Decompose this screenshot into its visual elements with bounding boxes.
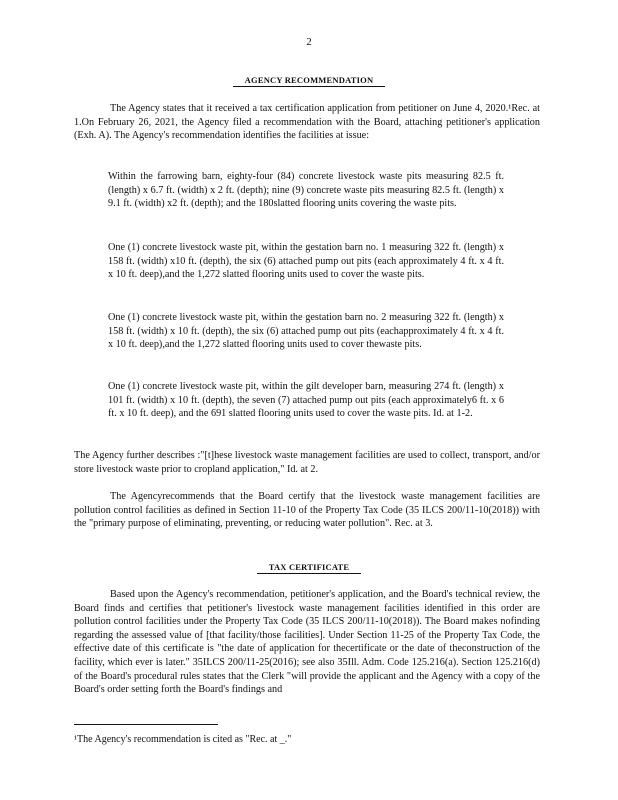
- tax-certificate-paragraph: Based upon the Agency's recommendation, petitioner's application, and the Board's technical review, the Board finds and certifies that petitioner's livestock waste management facilities identified in this order are pollution control facilities under the Property Tax Code (35 ILCS 200/11-10(2018)). The Board makes nofinding regarding the assessed value of [that facility/those facilities]. Under Section 11-25 of the Property Tax Code, the effective date of this certificate is "the date of application for thecertificate or the date of theconstruction of the facility, which ever is later." 35ILCS 200/11-25(2016); see also 35Ill. Adm. Code 125.216(a). Section 125.216(d) of the Board's procedural rules states that the Clerk "will provide the applicant and the Agency with a copy of the Board's order setting forth the Board's findings and: [74, 589, 540, 696]
- further-describes-paragraph: The Agency further describes :"[t]hese livestock waste management facilities are used to collect, transport, and/or store livestock waste prior to cropland application," Id. at 2.: [74, 450, 540, 475]
- intro-paragraph: The Agency states that it received a tax certification application from petitioner on June 4, 2020.¹Rec. at 1.On February 26, 2021, the Agency filed a recommendation with the Board, attaching petitioner's application (Exh. A). The Agency's recommendation identifies the facilities at issue:: [74, 103, 540, 142]
- facility-item-1: Within the farrowing barn, eighty-four (84) concrete livestock waste pits measuring 82.5 ft. (length) x 6.7 ft. (width) x 2 ft. (depth); nine (9) concrete waste pits measuring 82.5 ft. (length) x 9.1 ft. (width) x2 ft. (depth); and the 180slatted flooring units covering the waste pits.: [108, 171, 504, 210]
- facility-item-3: One (1) concrete livestock waste pit, within the gestation barn no. 2 measuring 322 ft. (length) x 158 ft. (width) x 10 ft. (depth), the six (6) attached pump out pits (eachapproximately 4 ft. x 4 ft. x 10 ft. deep),and the 1,272 slatted flooring units used to cover thewaste pits.: [108, 312, 504, 351]
- facility-item-2: One (1) concrete livestock waste pit, within the gestation barn no. 1 measuring 322 ft. (length) x 158 ft. (width) x10 ft. (depth), the six (6) attached pump out pits (each approximately 4 ft. x 4 ft. x 10 ft. deep),and the 1,272 slatted flooring units used to cover the waste pits.: [108, 242, 504, 281]
- agency-recommendation-heading: AGENCY RECOMMENDATION: [0, 75, 618, 87]
- facility-item-4: One (1) concrete livestock waste pit, within the gilt developer barn, measuring 274 ft. (length) x 101 ft. (width) x 10 ft. (depth), the seven (7) attached pump out pits (each approximately6 ft. x 6 ft. x 10 ft. deep), and the 691 slatted flooring units used to cover the waste pits. Id. at 1-2.: [108, 381, 504, 420]
- tax-certificate-heading: TAX CERTIFICATE: [0, 562, 618, 574]
- recommends-paragraph: The Agencyrecommends that the Board certify that the livestock waste management facilities are pollution control facilities as defined in Section 11-10 of the Property Tax Code (35 ILCS 200/11-10(2018)) with the "primary purpose of eliminating, preventing, or reducing water pollution". Rec. at 3.: [74, 491, 540, 530]
- page-number: 2: [306, 36, 312, 48]
- footnote: ¹The Agency's recommendation is cited as "Rec. at _.": [74, 734, 292, 745]
- footnote-divider: [74, 724, 218, 725]
